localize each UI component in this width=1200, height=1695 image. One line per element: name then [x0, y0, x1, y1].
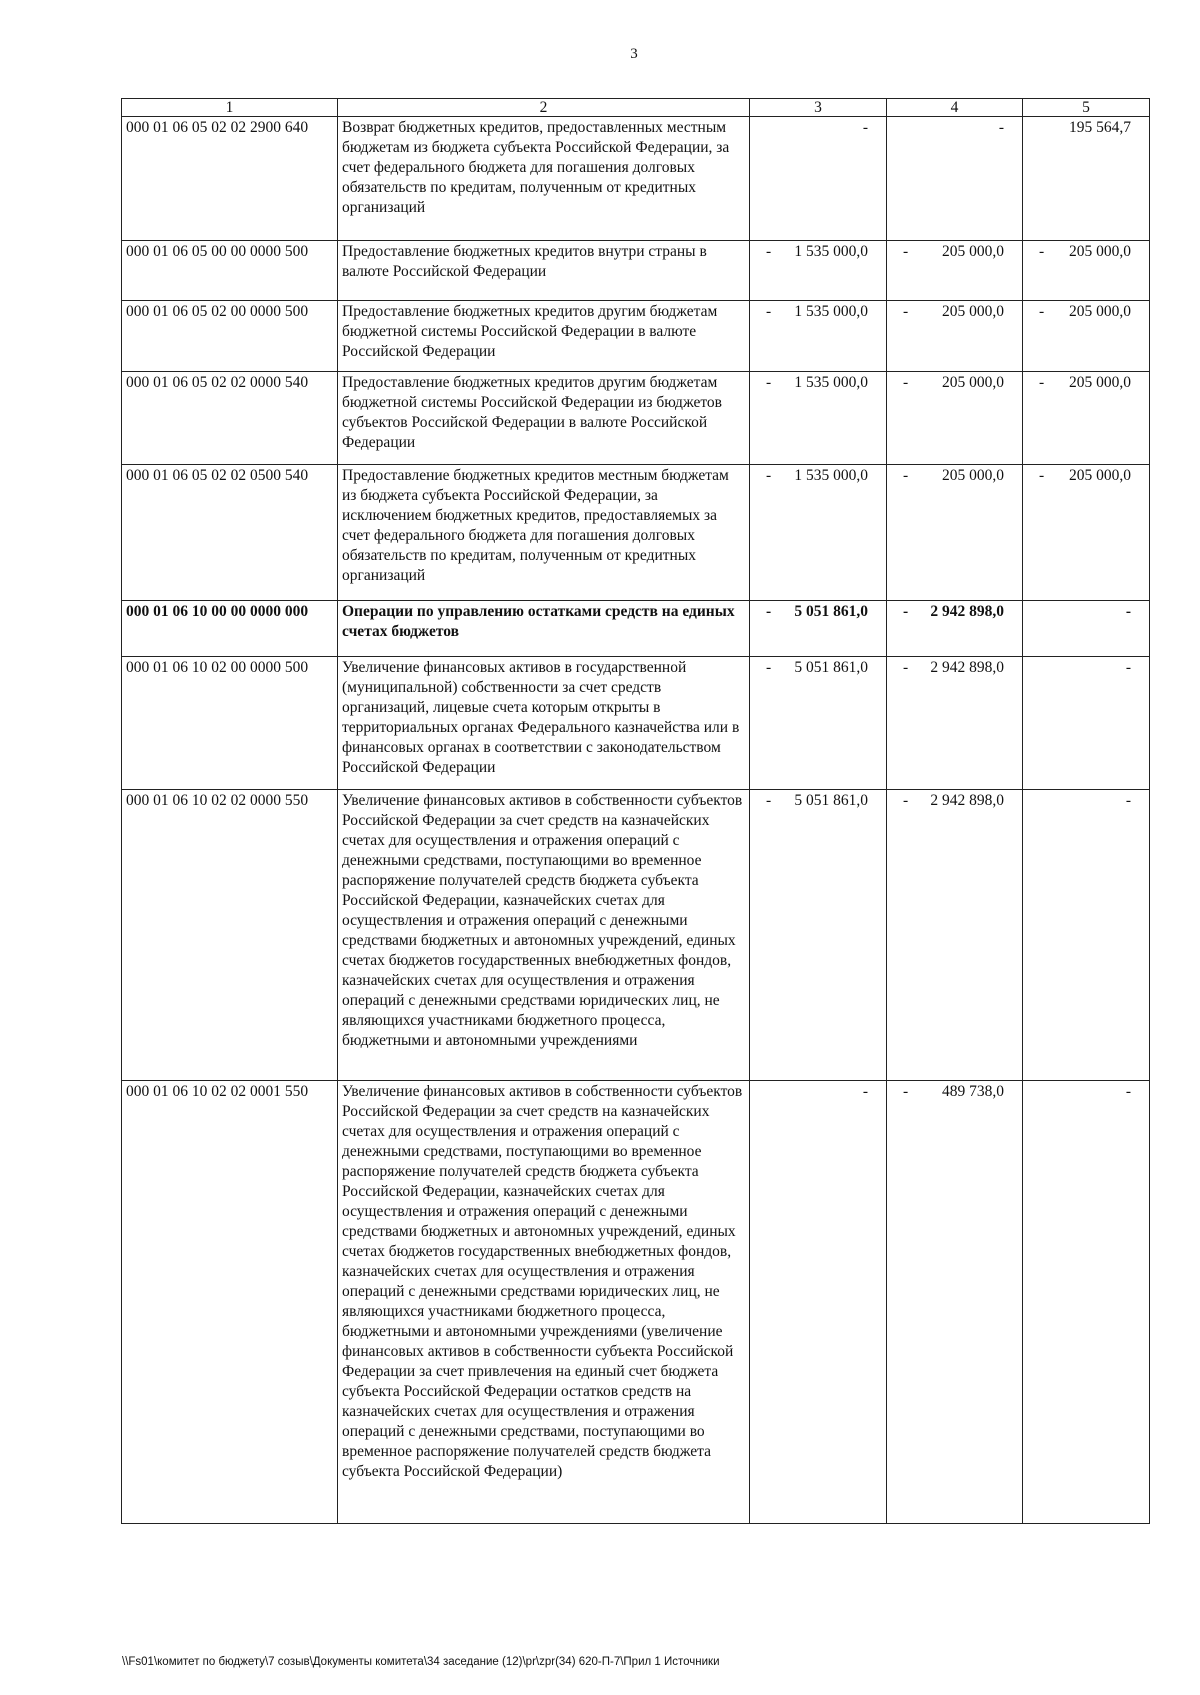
source-name: Операции по управлению остатками средств на единых счетах бюджетов [338, 601, 750, 657]
amount-dash: - [766, 303, 772, 320]
amount-dash: - [1125, 603, 1131, 620]
amount-col-5 [1023, 372, 1150, 465]
amount-value: 205 000,0 [1069, 374, 1131, 391]
budget-code: 000 01 06 05 02 02 2900 640 [122, 117, 338, 241]
amount-value [1131, 791, 1145, 811]
amount-dash: - [1125, 659, 1131, 676]
amount-value: 1 535 000,0 [794, 467, 868, 484]
amount-value: 2 942 898,0 [930, 603, 1004, 620]
amount-col-3 [750, 601, 887, 657]
amount-col-4 [887, 241, 1023, 301]
amount-col-5 [1023, 790, 1150, 1081]
amount-col-5 [1023, 117, 1150, 241]
amount-dash [1027, 118, 1039, 138]
amount-dash: - [1039, 303, 1045, 320]
budget-code: 000 01 06 10 02 02 0001 550 [122, 1081, 338, 1524]
amount-dash: - [1125, 1083, 1131, 1100]
amount-dash: - [1039, 243, 1045, 260]
budget-sources-table [121, 98, 1150, 1524]
table-row [122, 465, 1150, 601]
budget-code: 000 01 06 05 02 00 0000 500 [122, 301, 338, 372]
amount-col-5 [1023, 1081, 1150, 1524]
source-name: Увеличение финансовых активов в собственности субъектов Российской Федерации за счет средств на казначейских счетах для осуществления и отражения операций с денежными средствами, поступающими во временное распоряжение получателей средств бюджета субъекта Российской Федерации, казначейских счетах для осуществления и отражения операций с денежными средствами бюджетных и автономных учреждений, единых счетах бюджетов государственных внебюджетных фондов, казначейских счетах для осуществления и отражения операций с денежными средствами юридических лиц, не являющихся участниками бюджетного процесса, бюджетными и автономными учреждениями (увеличение финансовых активов в собственности субъекта Российской Федерации за счет привлечения на единый счет бюджета субъекта Российской Федерации остатков средств на казначейских счетах для осуществления и отражения операций с денежными средствами, поступающими во временное распоряжение получателей средств бюджета субъекта Российской Федерации) [338, 1081, 750, 1524]
amount-col-5 [1023, 657, 1150, 790]
amount-value [1131, 658, 1145, 678]
amount-dash: - [766, 374, 772, 391]
amount-value: 489 738,0 [942, 1083, 1004, 1100]
footer-file-path: \\Fs01\комитет по бюджету\7 созыв\Документы комитета\34 заседание (12)\pr\zpr(34) 620-П-7\Прил 1 Источники [122, 1656, 720, 1668]
table-row [122, 301, 1150, 372]
budget-code: 000 01 06 05 02 02 0500 540 [122, 465, 338, 601]
amount-dash: - [903, 374, 909, 391]
table-row [122, 241, 1150, 301]
table-row [122, 1081, 1150, 1524]
amount-col-4 [887, 790, 1023, 1081]
amount-value: 1 535 000,0 [794, 303, 868, 320]
table-row [122, 657, 1150, 790]
amount-dash: - [862, 1083, 868, 1100]
amount-value: 2 942 898,0 [930, 792, 1004, 809]
header-col-5: 5 [1023, 99, 1150, 117]
amount-value: 205 000,0 [1069, 243, 1131, 260]
amount-col-3 [750, 790, 887, 1081]
table-row [122, 117, 1150, 241]
amount-value [868, 118, 882, 138]
amount-col-3 [750, 1081, 887, 1524]
table-row [122, 372, 1150, 465]
budget-code: 000 01 06 10 02 02 0000 550 [122, 790, 338, 1081]
amount-dash: - [903, 1083, 909, 1100]
amount-dash: - [903, 603, 909, 620]
amount-col-4 [887, 465, 1023, 601]
amount-col-5 [1023, 241, 1150, 301]
amount-col-3 [750, 465, 887, 601]
amount-col-4 [887, 657, 1023, 790]
amount-col-3 [750, 301, 887, 372]
amount-dash: - [903, 303, 909, 320]
amount-value: 5 051 861,0 [794, 792, 868, 809]
source-name: Предоставление бюджетных кредитов другим бюджетам бюджетной системы Российской Федерации в валюте Российской Федерации [338, 301, 750, 372]
amount-value: 5 051 861,0 [794, 603, 868, 620]
amount-col-5 [1023, 601, 1150, 657]
amount-dash: - [903, 467, 909, 484]
amount-col-4 [887, 372, 1023, 465]
amount-dash: - [1039, 467, 1045, 484]
table-row [122, 601, 1150, 657]
amount-value [1131, 602, 1145, 622]
amount-col-5 [1023, 465, 1150, 601]
amount-col-3 [750, 241, 887, 301]
amount-dash: - [1039, 374, 1045, 391]
amount-dash: - [998, 119, 1004, 136]
amount-value: 205 000,0 [942, 374, 1004, 391]
amount-value: 205 000,0 [942, 467, 1004, 484]
amount-value: 5 051 861,0 [794, 659, 868, 676]
amount-dash: - [862, 119, 868, 136]
amount-value [868, 1082, 882, 1102]
amount-value: 205 000,0 [942, 303, 1004, 320]
budget-code: 000 01 06 10 00 00 0000 000 [122, 601, 338, 657]
header-col-2: 2 [338, 99, 750, 117]
source-name: Предоставление бюджетных кредитов другим бюджетам бюджетной системы Российской Федерации из бюджетов субъектов Российской Федерации в валюте Российской Федерации [338, 372, 750, 465]
amount-dash: - [766, 659, 772, 676]
source-name: Предоставление бюджетных кредитов внутри страны в валюте Российской Федерации [338, 241, 750, 301]
budget-code: 000 01 06 05 02 02 0000 540 [122, 372, 338, 465]
source-name: Увеличение финансовых активов в собственности субъектов Российской Федерации за счет средств на казначейских счетах для осуществления и отражения операций с денежными средствами, поступающими во временное распоряжение получателей средств бюджета субъекта Российской Федерации, казначейских счетах для осуществления и отражения операций с денежными средствами бюджетных и автономных учреждений, единых счетах бюджетов государственных внебюджетных фондов, казначейских счетах для осуществления и отражения операций с денежными средствами юридических лиц, не являющихся участниками бюджетного процесса, бюджетными и автономными учреждениями [338, 790, 750, 1081]
amount-dash: - [766, 467, 772, 484]
amount-col-5 [1023, 301, 1150, 372]
amount-value: 1 535 000,0 [794, 243, 868, 260]
table-row [122, 790, 1150, 1081]
amount-dash: - [766, 792, 772, 809]
amount-value: 2 942 898,0 [930, 659, 1004, 676]
column-number-header-row [122, 99, 1150, 117]
amount-dash: - [903, 243, 909, 260]
amount-col-3 [750, 117, 887, 241]
source-name: Предоставление бюджетных кредитов местным бюджетам из бюджета субъекта Российской Федерации, за исключением бюджетных кредитов, предоставляемых за счет федерального бюджета для погашения долговых обязательств по кредитам, полученным от кредитных организаций [338, 465, 750, 601]
amount-dash: - [1125, 792, 1131, 809]
amount-col-3 [750, 657, 887, 790]
header-col-4: 4 [887, 99, 1023, 117]
amount-col-4 [887, 601, 1023, 657]
header-col-1: 1 [122, 99, 338, 117]
amount-dash: - [903, 792, 909, 809]
amount-value: 1 535 000,0 [794, 374, 868, 391]
amount-value: 205 000,0 [1069, 303, 1131, 320]
amount-value: 195 564,7 [1069, 119, 1131, 136]
amount-dash: - [766, 243, 772, 260]
header-col-3: 3 [750, 99, 887, 117]
amount-col-4 [887, 117, 1023, 241]
amount-col-3 [750, 372, 887, 465]
amount-value: 205 000,0 [942, 243, 1004, 260]
amount-value [1131, 1082, 1145, 1102]
amount-dash: - [903, 659, 909, 676]
source-name: Возврат бюджетных кредитов, предоставленных местным бюджетам из бюджета субъекта Российской Федерации, за счет федерального бюджета для погашения долговых обязательств по кредитам, полученным от кредитных организаций [338, 117, 750, 241]
amount-col-4 [887, 1081, 1023, 1524]
amount-value [1004, 118, 1018, 138]
budget-code: 000 01 06 05 00 00 0000 500 [122, 241, 338, 301]
page-number: 3 [630, 46, 638, 62]
amount-dash: - [766, 603, 772, 620]
amount-col-4 [887, 301, 1023, 372]
source-name: Увеличение финансовых активов в государственной (муниципальной) собственности за счет средств организаций, лицевые счета которым открыты в территориальных органах Федерального казначейства или в финансовых органах в соответствии с законодательством Российской Федерации [338, 657, 750, 790]
budget-code: 000 01 06 10 02 00 0000 500 [122, 657, 338, 790]
amount-value: 205 000,0 [1069, 467, 1131, 484]
